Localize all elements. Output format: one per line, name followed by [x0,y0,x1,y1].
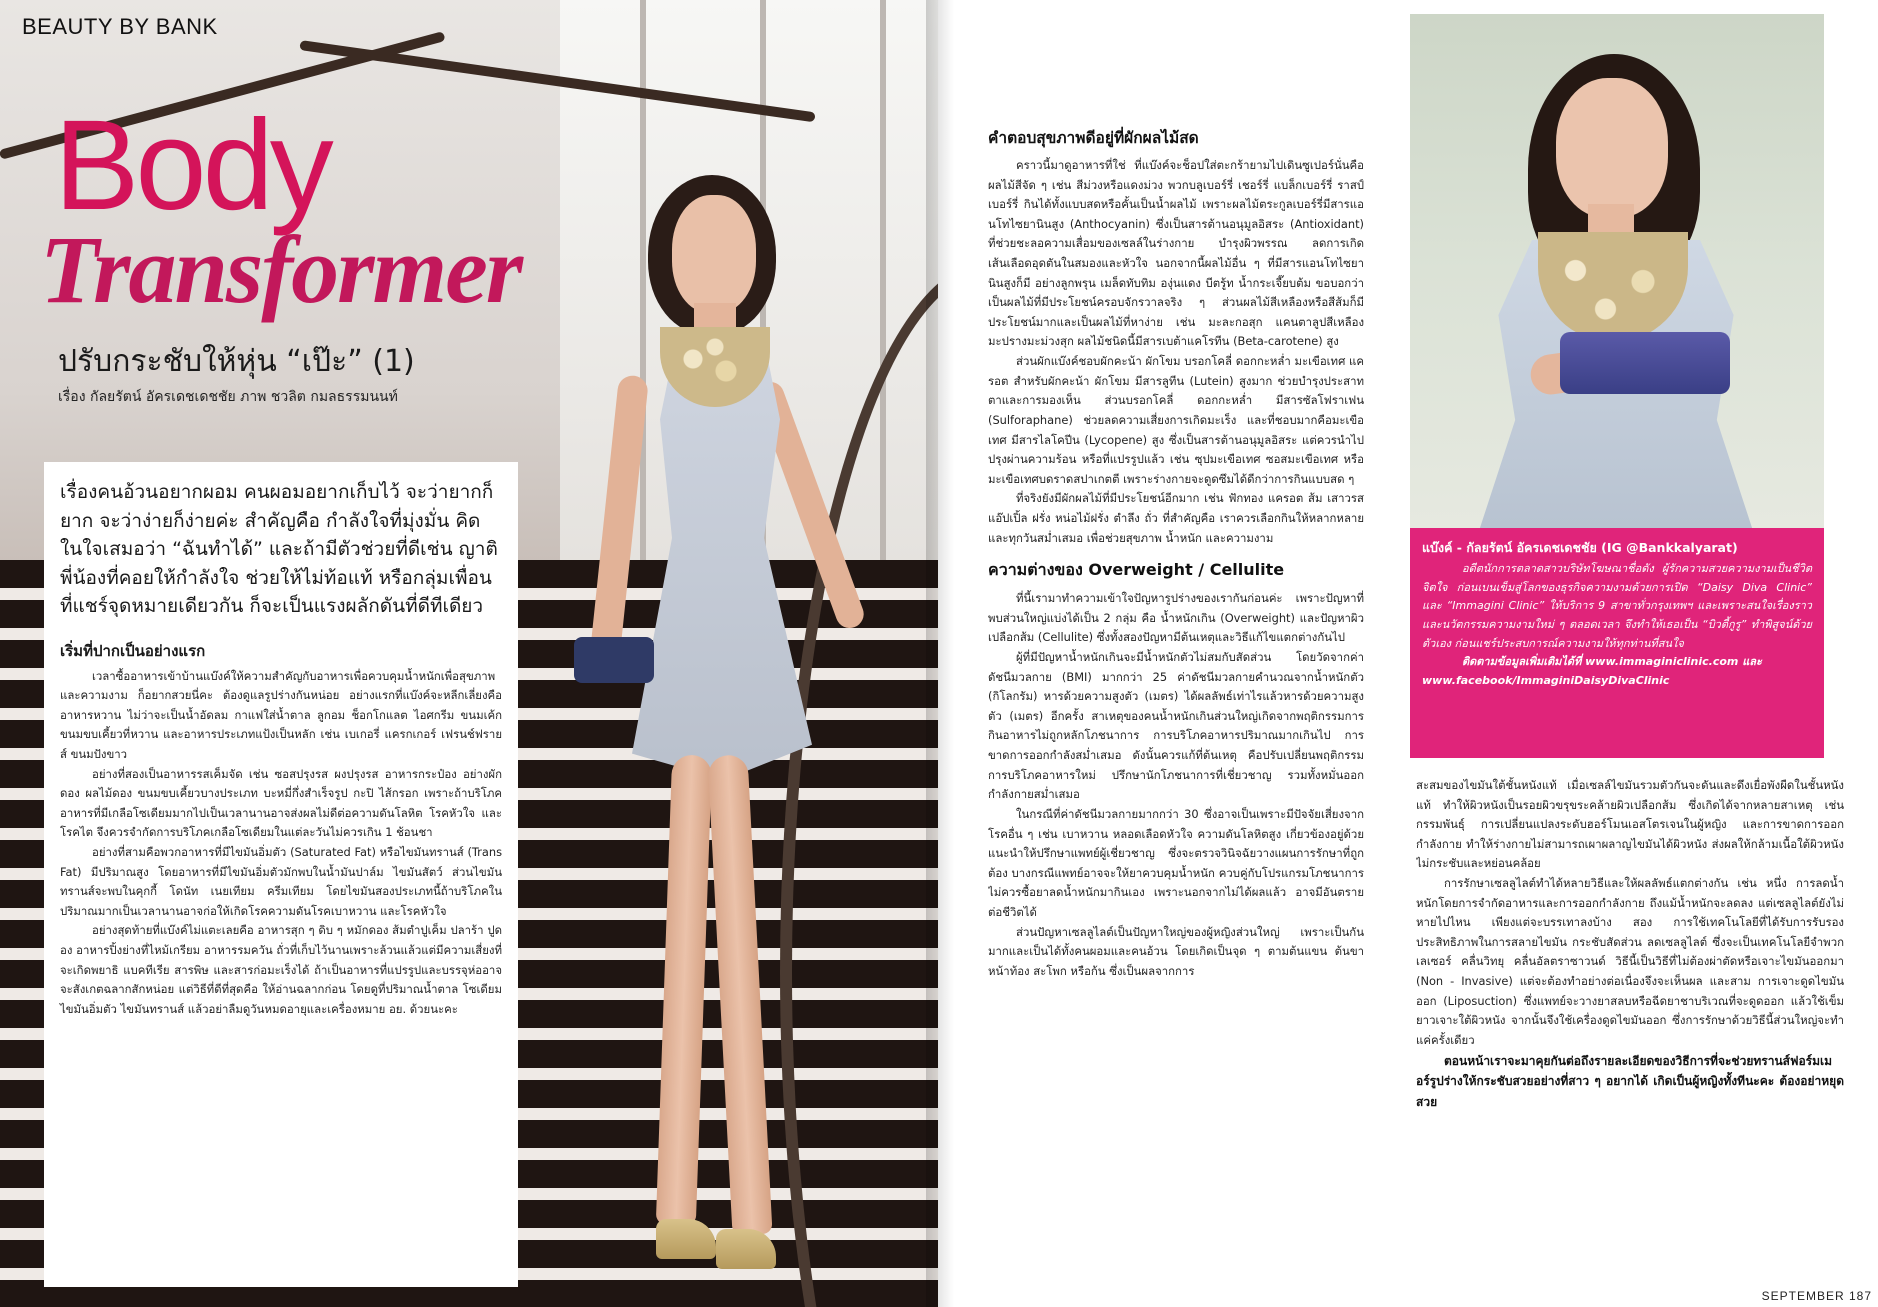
body-paragraph: อย่างที่สองเป็นอาหารรสเค็มจัด เช่น ซอสปรุงรส ผงปรุงรส อาหารกระป๋อง อย่างผักดอง ผลไม้ดอง ขนมขบเคี้ยวบางประเภท บะหมี่กึ่งสำเร็จรูป กะปิ ไส้กรอก เพราะถ้าบริโภคอาหารที่มีเกลือโซเดียมมากไปเป็นเวลานานอาจส่งผลไม่ดีต่อความดันโลหิต โรคหัวใจ และโรคไต จึงควรจำกัดการบริโภคเกลือโซเดียมในแต่ละวันไม่ควรเกิน 1 ช้อนชา [60,766,502,840]
caption-contact: ติดตามข้อมูลเพิ่มเติมได้ที่ www.immaginiclinic.com และ www.facebook/ImmaginiDaisyDivaClinic [1422,655,1762,688]
model-clutch [574,637,654,683]
portrait-face [1556,78,1668,218]
body-paragraph: ส่วนปัญหาเซลลูไลต์เป็นปัญหาใหญ่ของผู้หญิงส่วนใหญ่ เพราะเป็นกันมากและเป็นได้ทั้งคนผอมและคนอ้วน โดยเกิดเป็นจุด ๆ ตามต้นแขน ต้นขา หน้าท้อง สะโพก หรือก้น ซึ่งเป็นผลจากการ [988,924,1364,978]
portrait-clutch [1560,332,1730,394]
right-column-2 [1416,776,1844,1236]
profile-caption [1410,528,1824,758]
body-paragraph: คราวนี้มาดูอาหารที่ใช่ ที่แบ๊งค์จะช็อปใส่ตะกร้ายามไปเดินซูเปอร์นั่นคือผลไม้สีจัด ๆ เช่น สีม่วงหรือแดงม่วง พวกบลูเบอร์รี่ เชอร์รี่ แบล็กเบอร์รี่ ราสป์เบอร์รี่ กินได้ทั้งแบบสดหรือคั้นเป็นน้ำผลไม้ เพราะผลไม้ตระกูลเบอร์รี่มีสารแอนโทไซยานินสูง (Anthocyanin) ซึ่งเป็นสารต้านอนุมูลอิสระ (Antioxidant) ที่ช่วยชะลอความเสื่อมของเซลล์ในร่างกาย บำรุงผิวพรรณ ลดการเกิดเส้นเลือดอุดตันในสมองและหัวใจ นอกจากนี้ผลไม้อื่น ๆ ที่มีสารแอนโทไซยานินสูงก็มี อย่างลูกพรุน เมล็ดทับทิม องุ่นแดง บีตรู้ท น้ำกระเจี๊ยบต้ม ขอบอกว่าเป็นผลไม้ที่มีประโยชน์ครอบจักรวาลจริง ๆ ส่วนผลไม้สีเหลืองหรือสีส้มก็มีประโยชน์มากและเป็นผลไม้ที่หาง่าย เช่น มะละกอสุก แคนตาลูปสีเหลือง มะปรางมะม่วงสุก ผลไม้ชนิดนี้มีสารเบต้าแคโรทีน (Beta-carotene) สูง [988,158,1364,349]
body-paragraph: ที่นี้เรามาทำความเข้าใจปัญหารูปร่างของเรากันก่อนค่ะ เพราะปัญหาที่พบส่วนใหญ่แบ่งได้เป็น 2 กลุ่ม คือ น้ำหนักเกิน (Overweight) และปัญหาผิวเปลือกส้ม (Cellulite) ซึ่งทั้งสองปัญหามีต้นเหตุและวิธีแก้ไขแตกต่างกันไป [988,591,1364,645]
section-kicker: BEAUTY BY BANK [22,14,218,39]
article-subtitle: ปรับกระชับให้หุ่น “เป๊ะ” (1) [58,344,415,379]
body-paragraph: ผู้ที่มีปัญหาน้ำหนักเกินจะมีน้ำหนักตัวไม่สมกับสัดส่วน โดยวัดจากค่าดัชนีมวลกาย (BMI) มากกว่า 25 ค่าดัชนีมวลกายคำนวณจากน้ำหนักตัว (กิโลกรัม) หารด้วยความสูงตัว (เมตร) ได้ผลลัพธ์เท่าไรแล้วหารด้วยความสูงตัว (เมตร) อีกครั้ง สาเหตุของคนน้ำหนักเกินส่วนใหญ่เกิดจากพฤติกรรมการกินอาหารไม่ถูกหลักโภชนาการ การบริโภคอาหารปริมาณมากเกินไป การขาดการออกกำลังสม่ำเสมอ ดังนั้นควรแก้ที่ต้นเหตุ คือปรับเปลี่ยนพฤติกรรมการบริโภคอาหารใหม่ ปรึกษานักโภชนาการที่เชี่ยวชาญ รวมทั้งหมั่นออกกำลังกายสม่ำเสมอ [988,650,1364,802]
model-leg [707,754,772,1235]
left-text-box [44,462,518,1287]
body-paragraph: สะสมของไขมันใต้ชั้นหนังแท้ เมื่อเซลล์ไขมันรวมตัวกันจะดันและดึงเยื่อพังผืดในชั้นหนังแท้ ทำให้ผิวหนังเป็นรอยผิวขรุขระคล้ายผิวเปลือกส้ม ซึ่งเกิดได้จากหลายสาเหตุ เช่น กรรมพันธุ์ การเปลี่ยนแปลงระดับฮอร์โมนเอสโตรเจนในผู้หญิง และการขาดการออกกำลังกาย ทำให้ร่างกายไม่สามารถเผาผลาญไขมันได้ผิวหนัง ส่งผลให้กล้ามเนื้อใต้ผิวหนังไม่กระชับและหย่อนคล้อย [1416,778,1844,871]
section-heading: เริ่มที่ปากเป็นอย่างแรก [60,641,206,660]
portrait-photo [1410,14,1824,528]
lead-paragraph: เรื่องคนอ้วนอยากผอม คนผอมอยากเก็บไว้ จะว่ายากก็ยาก จะว่าง่ายก็ง่ายค่ะ สำคัญคือ กำลังใจที่มุ่งมั่น คิดในใจเสมอว่า “ฉันทำได้” และถ้ามีตัวช่วยที่ดีเช่น ญาติพี่น้องที่คอยให้กำลังใจ ช่วยให้ไม่ท้อแท้ หรือกลุ่มเพื่อนที่แชร์จุดหมายเดียวกัน ก็จะเป็นแรงผลักดันที่ดีทีเดียว [60,481,498,617]
body-paragraph: ที่จริงยังมีผักผลไม้ที่มีประโยชน์อีกมาก เช่น ฟักทอง แครอต ส้ม เสาวรส แอ๊ปเปิ้ล ฝรั่ง หน่อไม้ฝรั่ง ตำลึง ถั่ว ที่สำคัญคือ เราควรเลือกกินให้หลากหลายและทุกวันสม่ำเสมอ เพื่อช่วยสุขภาพ น้ำหนัก และความงาม [988,491,1364,545]
article-credits: เรื่อง กัลยรัตน์ อัครเดชเดชชัย ภาพ ชวลิต กมลธรรมนนท์ [58,389,398,405]
model-face [672,195,756,313]
model-shoe [656,1219,716,1259]
right-page [938,0,1878,1307]
body-paragraph: ในกรณีที่ค่าดัชนีมวลกายมากกว่า 30 ซึ่งอาจเป็นเพราะมีปัจจัยเสี่ยงจากโรคอื่น ๆ เช่น เบาหวาน หลอดเลือดหัวใจ ความดันโลหิตสูง เกี่ยวข้องอยู่ด้วย แนะนำให้ปรึกษาแพทย์ผู้เชี่ยวชาญ ซึ่งจะตรวจวินิจฉัยวางแผนการรักษาที่ถูกต้อง บางกรณีแพทย์อาจจะให้ยาควบคุมน้ำหนัก ควบคู่กับโปรแกรมโภชนาการ ไม่ควรซื้อยาลดน้ำหนักมากินเอง เพราะนอกจากไม่ได้ผลแล้ว อาจมีอันตรายต่อชีวิตได้ [988,806,1364,919]
right-column-1 [988,125,1364,1305]
page-folio: SEPTEMBER 187 [1761,1289,1872,1303]
body-paragraph: ส่วนผักแบ๊งค์ชอบผักคะน้า ผักโขม บรอกโคลี่ ดอกกะหล่ำ มะเขือเทศ แครอต สำหรับผักคะน้า ผักโขม มีสารลูทีน (Lutein) สูงมาก ช่วยบำรุงประสาทตาและการมองเห็น ส่วนบรอกโคลี่ ดอกกะหล่ำ มีสารซัลโฟราเฟน (Sulforaphane) ช่วยลดความเสี่ยงการเกิดมะเร็ง และที่ชอบมากคือมะเขือเทศ มีสารไลโคปีน (Lycopene) สูง ซึ่งเป็นสารต้านอนุมูลอิสระ แต่ควรนำไปปรุงผ่านความร้อน หรือที่แปรรูปแล้ว เช่น ซุปมะเขือเทศ ซอสมะเขือเทศ หรือมะเขือเทศบดราดสปาเกตตี เพราะร่างกายจะดูดซึมได้ดีกว่าการกินแบบสด ๆ [988,354,1364,486]
caption-name: แบ๊งค์ - กัลยรัตน์ อัครเดชเดชชัย (IG @Bankkalyarat) [1422,540,1738,555]
body-paragraph: เวลาซื้ออาหารเข้าบ้านแบ๊งค์ให้ความสำคัญกับอาหารเพื่อควบคุมน้ำหนักเพื่อสุขภาพ และความงาม ก็อยากสวยนี่คะ ต้องดูแลรูปร่างกันหน่อย อย่างแรกที่แบ๊งค์จะหลีกเลี่ยงคือ อาหารหวาน ไม่ว่าจะเป็นน้ำอัดลม กาแฟใส่น้ำตาล ลูกอม ช็อกโกแลต ไอศกรีม ขนมเค้ก ขนมขบเคี้ยวที่หวาน และอาหารประเภทแป้งเป็นหลัก เช่น เบเกอรี่ แครกเกอร์ เฟรนช์ฟรายส์ ขนมปังขาว [60,668,502,761]
model-photo [560,175,880,1305]
caption-body: อดีตนักการตลาดสาวบริษัทโฆษณาชื่อดัง ผู้รักความสวยความงามเป็นชีวิตจิตใจ ก่อนเบนเข็มสู่โลกของธุรกิจความงามด้วยการเปิด “Daisy Diva Clinic” และ “Immagini Clinic” ให้บริการ 9 สาขาทั่วกรุงเทพฯ และเพราะสนใจเรื่องราวและนวัตกรรมความงามใหม่ ๆ ตลอดเวลา จึงทำให้เธอเป็น “บิวตี้กูรู” ทำพิสูจน์ด้วยตัวเอง ก่อนแชร์ประสบการณ์ความงามให้ทุกท่านที่สนใจ [1422,562,1812,650]
model-arm [589,374,649,666]
left-page [0,0,938,1307]
body-paragraph: อย่างสุดท้ายที่แบ๊งค์ไม่แตะเลยคือ อาหารสุก ๆ ดิบ ๆ หมักดอง ส้มตำปูเค็ม ปลาร้า ปูดอง อาหารปิ้งย่างที่ไหม้เกรียม อาหารรมควัน ถั่วที่เก็บไว้นานเพราะล้วนแล้วแต่มีความเสี่ยงที่จะเกิดพยาธิ แบคทีเรีย สารพิษ และสารก่อมะเร็งได้ ถ้าเป็นอาหารที่แปรรูปและบรรจุห่ออาจจะสังเกตฉลากสักหน่อย แต่วิธีที่ดีที่สุดคือ ให้อ่านฉลากก่อน โดยดูที่ปริมาณน้ำตาล โซเดียม ไขมันอิ่มตัว ไขมันทรานส์ แล้วอย่าลืมดูวันหมดอายุและเครื่องหมาย อย. ด้วยนะคะ [60,923,502,1016]
body-paragraph: อย่างที่สามคือพวกอาหารที่มีไขมันอิ่มตัว (Saturated Fat) หรือไขมันทรานส์ (Trans Fat) มีปริมาณสูง โดยอาหารที่มีไขมันอิ่มตัวมักพบในน้ำมันปาล์ม ไขมันสัตว์ ส่วนไขมันทรานส์จะพบในคุกกี้ โดนัท เนยเทียม ครีมเทียม โดยไขมันสองประเภทนี้ถ้าบริโภคในปริมาณมากเป็นเวลานานอาจก่อให้เกิดโรคความดันโรคเบาหวาน และโรคหัวใจ [60,844,502,918]
model-shoe [716,1229,776,1269]
column-heading: ความต่างของ Overweight / Cellulite [988,560,1285,580]
closing-paragraph: ตอนหน้าเราจะมาคุยกันต่อถึงรายละเอียดของวิธีการที่จะช่วยทรานส์ฟอร์มเมอร์รูปร่างให้กระชับสวยอย่างที่สาว ๆ อยากได้ เกิดเป็นผู้หญิงทั้งทีนะคะ ต้องอย่าหยุดสวย [1416,1053,1844,1109]
column-heading: คำตอบสุขภาพดีอยู่ที่ผักผลไม้สด [988,129,1199,147]
body-paragraph: การรักษาเซลลูไลต์ทำได้หลายวิธีและให้ผลลัพธ์แตกต่างกัน เช่น หนึ่ง การลดน้ำหนักโดยการจำกัดอาหารและการออกกำลังกาย ถึงแม้น้ำหนักจะลดลง แต่เซลลูไลต์ยังไม่หายไปไหน เพียงแต่จะบรรเทาลงบ้าง สอง การใช้เทคโนโลยีที่ได้รับการรับรองประสิทธิภาพในการสลายไขมัน กระชับสัดส่วน ลดเซลลูไลต์ ซึ่งจะเป็นเทคโนโลยีจำพวกเลเซอร์ คลื่นวิทยุ คลื่นอัลตราซาวนด์ วิธีนี้เป็นวิธีที่ไม่ต้องผ่าตัดหรือเจาะไขมันออกมา (Non - Invasive) แต่จะต้องทำอย่างต่อเนื่องจึงจะเห็นผล และสาม การเจาะดูดไขมันออก (Liposuction) ซึ่งแพทย์จะวางยาสลบหรือฉีดยาชาบริเวณที่จะดูดออก แล้วใช้เข็มยาวเจาะใต้ผิวหนัง จากนั้นจึงใช้เครื่องดูดไขมันออก ซึ่งการรักษาด้วยวิธีนี้ส่วนใหญ่จะทำแค่ครั้งเดียว [1416,876,1844,1047]
title-line-2: Transformer [40,216,522,323]
title-line-1: Body [54,94,330,237]
model-leg [656,754,712,1225]
page-gutter [926,0,966,1307]
